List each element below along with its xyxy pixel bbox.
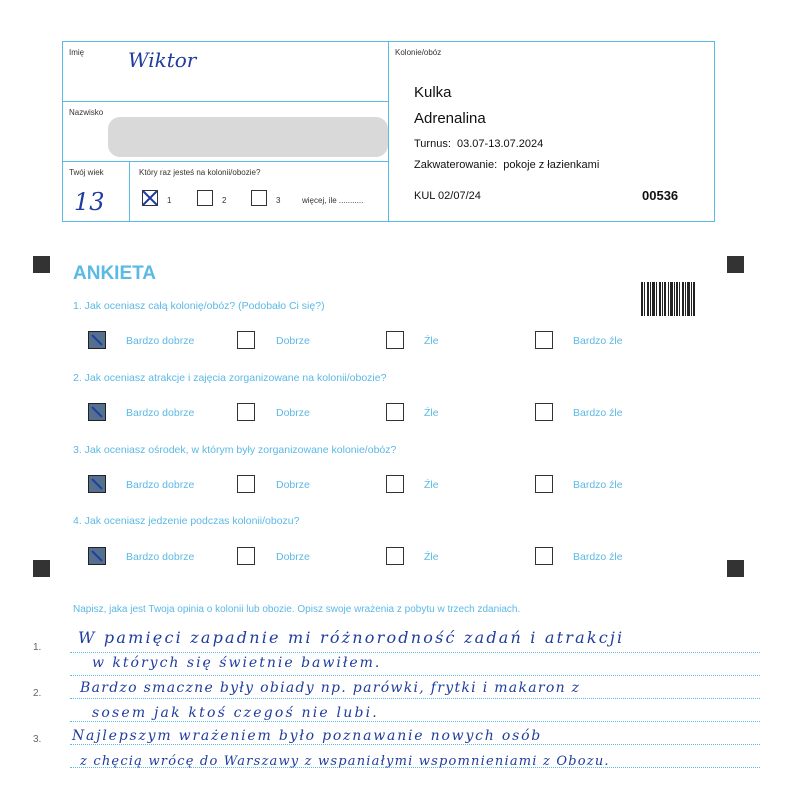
answer-label: Źle [424, 479, 439, 491]
visit-option-label: 2 [222, 196, 227, 205]
writing-line [70, 744, 760, 745]
last-name-label: Nazwisko [69, 108, 104, 117]
visit-checkbox-2[interactable] [197, 190, 213, 206]
divider [129, 161, 130, 222]
answer-checkbox-very-good[interactable] [88, 331, 106, 349]
opinion-text-line[interactable]: Bardzo smaczne były obiady np. parówki, frytki i makaron z [80, 680, 581, 696]
answer-label: Dobrze [276, 407, 310, 419]
question-text: 3. Jak oceniasz ośrodek, w którym były zorganizowane kolonie/obóz? [73, 444, 397, 456]
answer-label: Bardzo źle [573, 551, 623, 563]
answer-checkbox-very-bad[interactable] [535, 475, 553, 493]
registration-marker [33, 256, 50, 273]
answer-label: Dobrze [276, 335, 310, 347]
answer-label: Bardzo dobrze [126, 479, 195, 491]
barcode-icon [641, 282, 695, 316]
answer-label: Źle [424, 335, 439, 347]
answer-checkbox-very-good[interactable] [88, 475, 106, 493]
camp-name: Kulka [414, 84, 452, 101]
survey-title: ANKIETA [73, 263, 157, 284]
answer-label: Źle [424, 407, 439, 419]
answer-label: Bardzo dobrze [126, 551, 195, 563]
accommodation-value: pokoje z łazienkami [503, 159, 600, 171]
first-name-label: Imię [69, 48, 85, 57]
turnus-row [414, 138, 543, 150]
writing-line [70, 652, 760, 653]
camp-program: Adrenalina [414, 110, 486, 127]
answer-label: Bardzo źle [573, 335, 623, 347]
answer-checkbox-bad[interactable] [386, 331, 404, 349]
visit-checkbox-1[interactable] [142, 190, 158, 206]
answer-label: Bardzo źle [573, 407, 623, 419]
question-text: 1. Jak oceniasz całą kolonię/obóz? (Podobało Ci się?) [73, 300, 325, 312]
opinion-text-line[interactable]: sosem jak ktoś czegoś nie lubi. [92, 705, 379, 721]
answer-checkbox-good[interactable] [237, 403, 255, 421]
visit-more-label: więcej, ile ........... [302, 196, 364, 205]
writing-line [70, 698, 760, 699]
accommodation-row [414, 159, 599, 171]
opinion-prompt: Napisz, jaka jest Twoja opinia o kolonii lub obozie. Opisz swoje wrażenia z pobytu w trzech zdaniach. [73, 604, 521, 615]
turnus-label: Turnus: [414, 138, 451, 150]
answer-checkbox-very-good[interactable] [88, 403, 106, 421]
answer-checkbox-good[interactable] [237, 475, 255, 493]
visit-option-label: 1 [167, 196, 172, 205]
visit-checkbox-3[interactable] [251, 190, 267, 206]
divider [62, 101, 388, 102]
answer-label: Dobrze [276, 551, 310, 563]
last-name-redaction [108, 117, 388, 157]
question-text: 4. Jak oceniasz jedzenie podczas kolonii/obozu? [73, 515, 300, 527]
age-value[interactable]: 13 [74, 188, 105, 216]
answer-label: Bardzo dobrze [126, 335, 195, 347]
camp-label: Kolonie/obóz [395, 48, 442, 57]
first-name-value[interactable]: Wiktor [128, 48, 197, 72]
registration-marker [727, 560, 744, 577]
answer-checkbox-very-bad[interactable] [535, 331, 553, 349]
turnus-value: 03.07-13.07.2024 [457, 138, 544, 150]
line-number: 1. [33, 642, 42, 653]
registration-marker [33, 560, 50, 577]
writing-line [70, 675, 760, 676]
visit-count-label: Który raz jesteś na kolonii/obozie? [139, 168, 261, 177]
answer-label: Dobrze [276, 479, 310, 491]
answer-checkbox-bad[interactable] [386, 475, 404, 493]
answer-label: Źle [424, 551, 439, 563]
question-text: 2. Jak oceniasz atrakcje i zajęcia zorganizowane na kolonii/obozie? [73, 372, 387, 384]
answer-checkbox-very-bad[interactable] [535, 547, 553, 565]
divider [388, 41, 389, 222]
answer-checkbox-bad[interactable] [386, 403, 404, 421]
answer-label: Bardzo dobrze [126, 407, 195, 419]
line-number: 2. [33, 688, 42, 699]
visit-option-label: 3 [276, 196, 281, 205]
answer-label: Bardzo źle [573, 479, 623, 491]
answer-checkbox-very-bad[interactable] [535, 403, 553, 421]
answer-checkbox-bad[interactable] [386, 547, 404, 565]
answer-checkbox-good[interactable] [237, 331, 255, 349]
opinion-text-line[interactable]: w których się świetnie bawiłem. [92, 655, 382, 671]
camp-code: KUL 02/07/24 [414, 190, 481, 202]
check-mark-icon [142, 190, 158, 206]
divider [62, 161, 388, 162]
opinion-text-line[interactable]: z chęcią wrócę do Warszawy z wspaniałymi wspomnieniami z Obozu. [80, 754, 610, 769]
accommodation-label: Zakwaterowanie: [414, 159, 498, 171]
answer-checkbox-very-good[interactable] [88, 547, 106, 565]
age-label: Twój wiek [69, 168, 104, 177]
opinion-text-line[interactable]: W pamięci zapadnie mi różnorodność zadań i atrakcji [78, 628, 625, 647]
line-number: 3. [33, 734, 42, 745]
form-number: 00536 [642, 188, 679, 203]
registration-marker [727, 256, 744, 273]
writing-line [70, 721, 760, 722]
answer-checkbox-good[interactable] [237, 547, 255, 565]
opinion-text-line[interactable]: Najlepszym wrażeniem było poznawanie nowych osób [72, 728, 543, 744]
